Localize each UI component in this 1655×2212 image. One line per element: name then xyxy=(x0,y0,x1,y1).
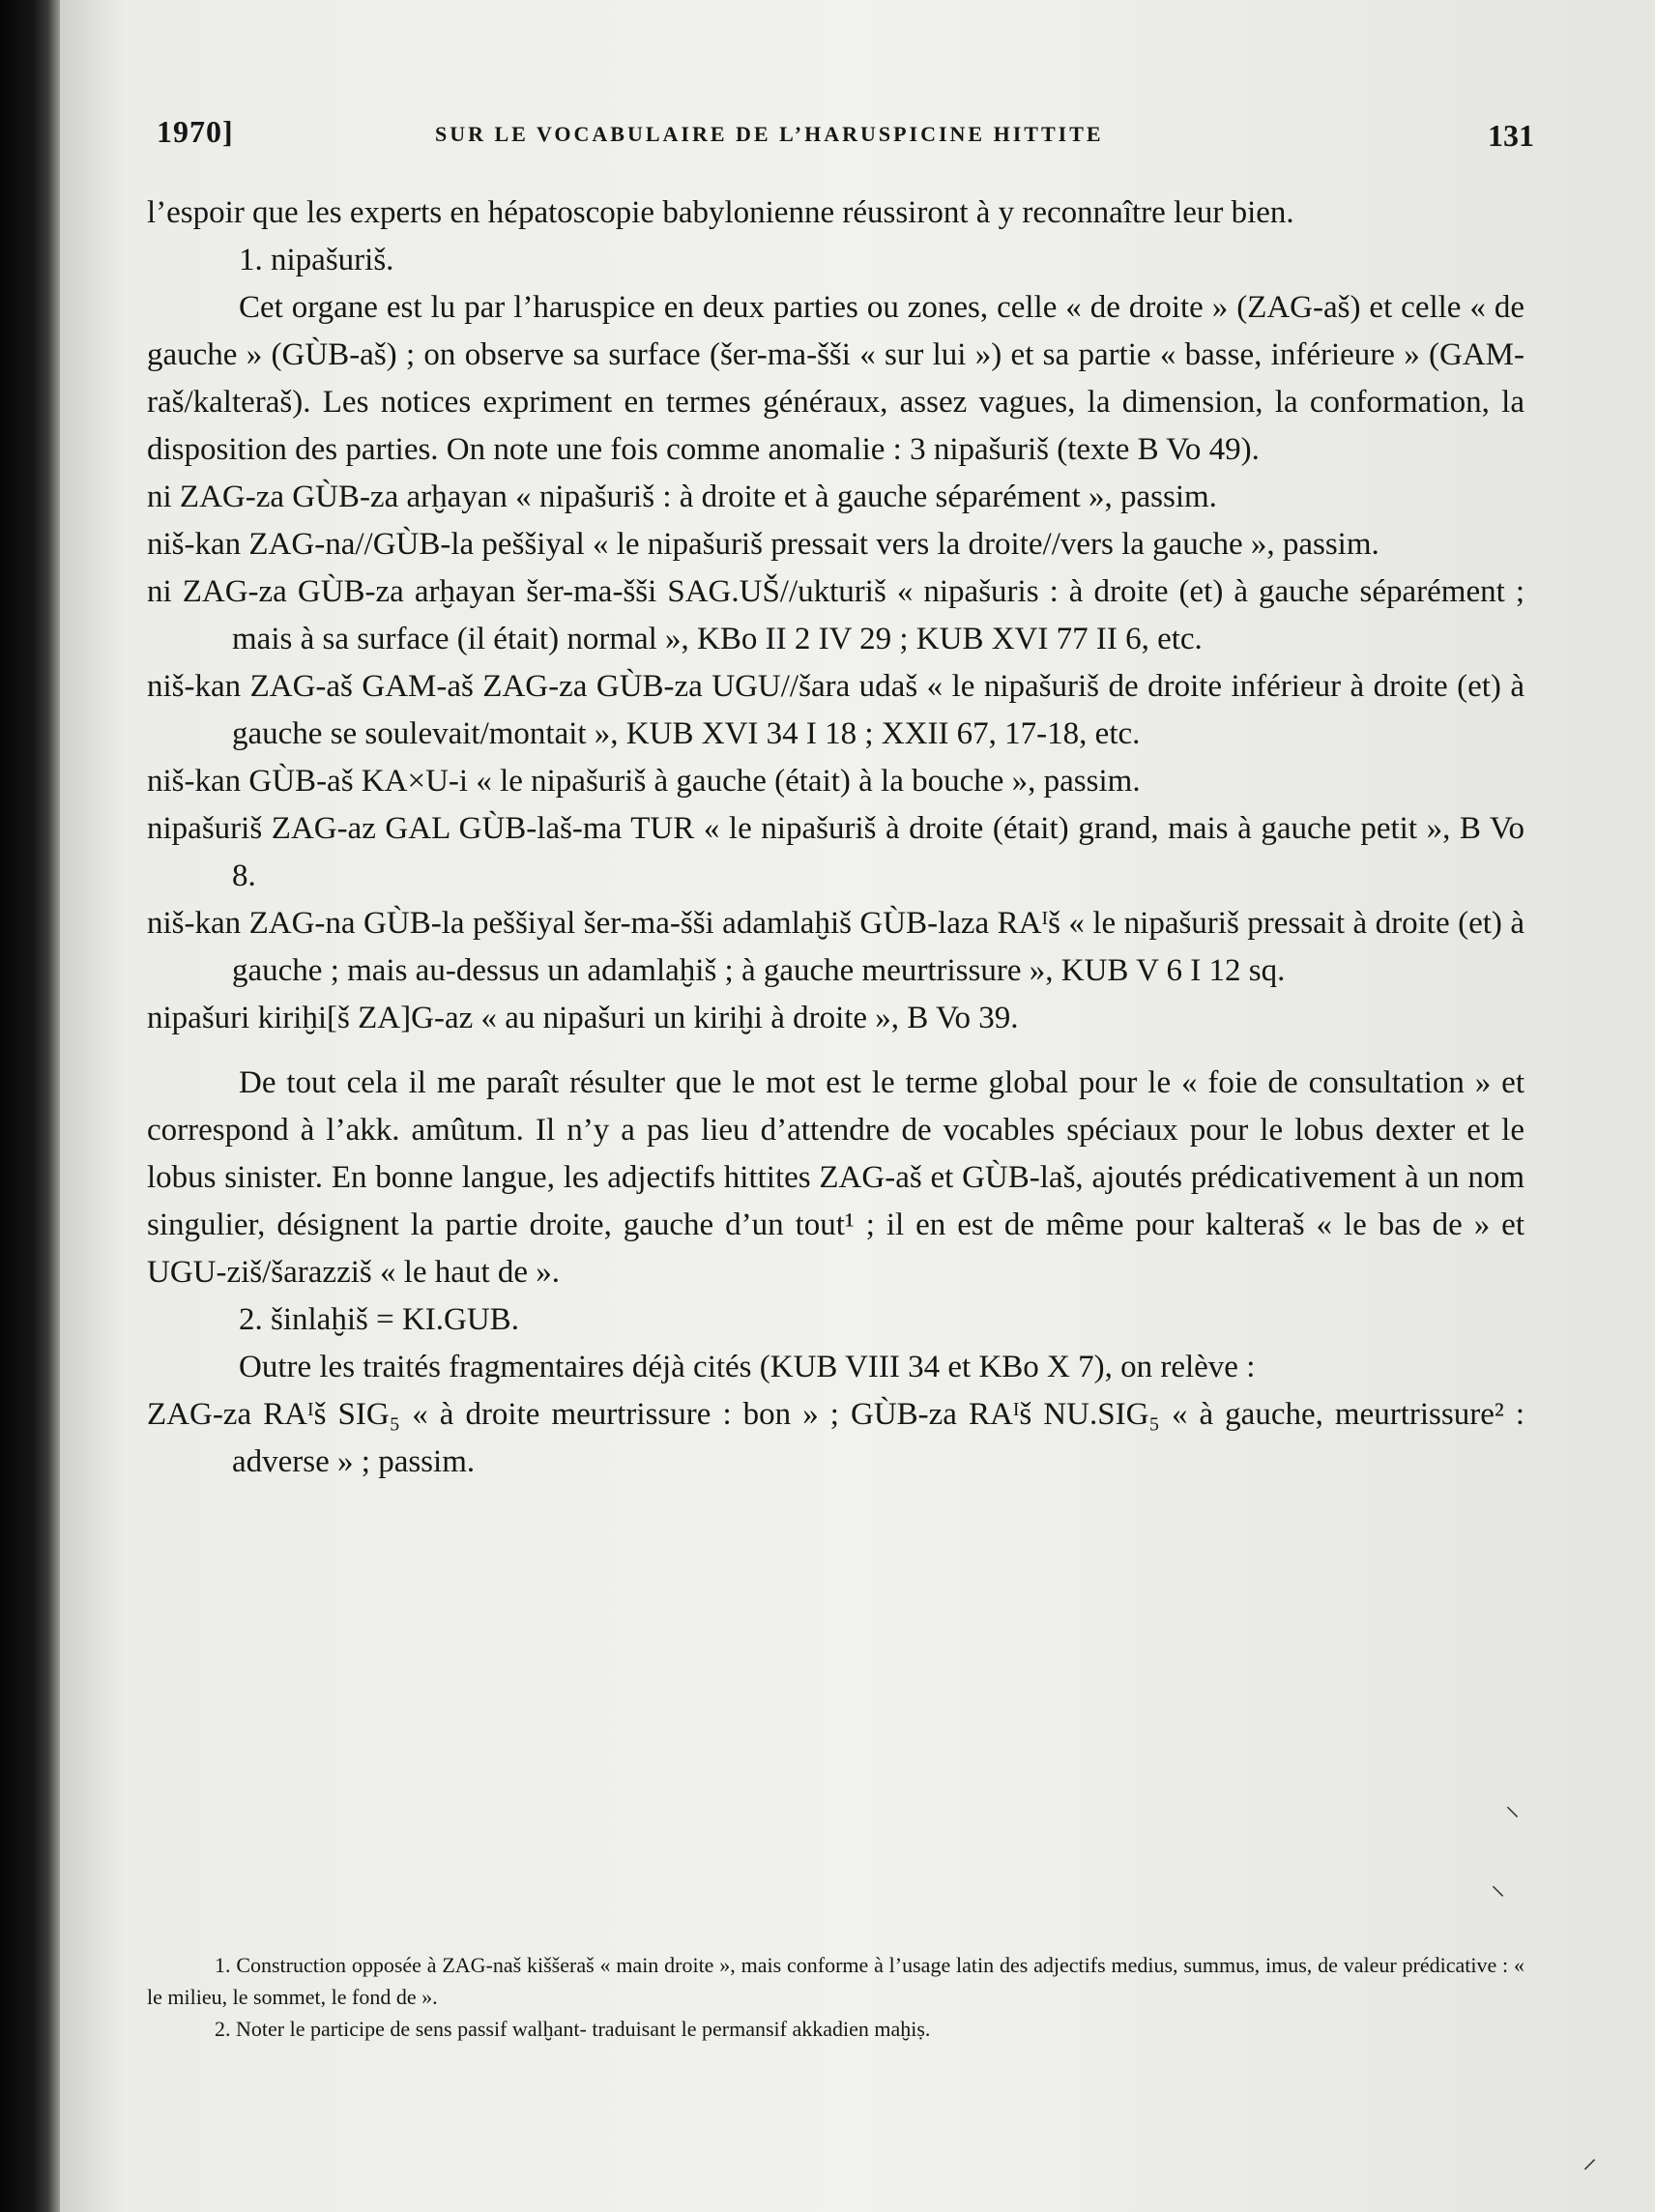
section-2-example: ZAG-za RAᴵš SIG₅ « à droite meurtrissure : bon » ; GÙB-za RAᴵš NU.SIG₅ « à gauche, meurtrissure² : adverse » ; passim. xyxy=(147,1397,1524,1479)
example-entry: nipašuri kiriḫi[š ZA]G-az « au nipašuri un kiriḫi à droite », B Vo 39. xyxy=(147,1001,1019,1035)
example-entry: niš-kan ZAG-na GÙB-la peššiyal šer-ma-šši adamlaḫiš GÙB-laza RAᴵš « le nipašuriš pressait à droite (et) à gauche ; mais au-dessus un adamlaḫiš ; à gauche meurtrissure », KUB V 6 I 12 sq. xyxy=(147,906,1524,988)
example-list xyxy=(147,474,1524,1042)
footnotes xyxy=(147,1949,1524,2045)
footnote-1: 1. Construction opposée à ZAG-naš kiššeraš « main droite », mais conforme à l’usage latin des adjectifs medius, summus, imus, de valeur prédicative : « le milieu, le sommet, le fond de ». xyxy=(147,1953,1524,2009)
example-entry: niš-kan ZAG-na//GÙB-la peššiyal « le nipašuriš pressait vers la droite//vers la gauche », passim. xyxy=(147,527,1379,562)
section-2-paragraph: Outre les traités fragmentaires déjà cités (KUB VIII 34 et KBo X 7), on relève : xyxy=(239,1350,1256,1384)
section-1-paragraph: Cet organe est lu par l’haruspice en deux parties ou zones, celle « de droite » (ZAG-aš) et celle « de gauche » (GÙB-aš) ; on observe sa surface (šer-ma-šši « sur lui ») et sa partie « basse, inférieure » (GAM-raš/kalteraš). Les notices expriment en termes généraux, assez vagues, la dimension, la conformation, la disposition des parties. On note une fois comme anomalie : 3 nipašuriš (texte B Vo 49). xyxy=(147,290,1524,467)
footnote-2: 2. Noter le participe de sens passif walḫant- traduisant le permansif akkadien maḫiṣ. xyxy=(215,2017,931,2041)
page-number: 131 xyxy=(1488,118,1534,153)
running-head-title: SUR LE VOCABULAIRE DE L’HARUSPICINE HITTITE xyxy=(435,122,1104,146)
example-entry: ni ZAG-za GÙB-za arḫayan « nipašuriš : à droite et à gauche séparément », passim. xyxy=(147,480,1217,514)
conclusion-paragraph: De tout cela il me paraît résulter que le mot est le terme global pour le « foie de consultation » et correspond à l’akk. amûtum. Il n’y a pas lieu d’attendre de vocables spéciaux pour le lobus dexter et le lobus sinister. En bonne langue, les adjectifs hittites ZAG-aš et GÙB-laš, ajoutés prédicativement à un nom singulier, désignent la partie droite, gauche d’un tout¹ ; il en est de même pour kalteraš « le bas de » et UGU-ziš/šarazziš « le haut de ». xyxy=(147,1065,1524,1290)
example-entry: ni ZAG-za GÙB-za arḫayan šer-ma-šši SAG.UŠ//ukturiš « nipašuris : à droite (et) à gauche séparément ; mais à sa surface (il était) normal », KBo II 2 IV 29 ; KUB XVI 77 II 6, etc. xyxy=(147,574,1524,656)
section-heading-2: 2. šinlaḫiš = KI.GUB. xyxy=(239,1302,519,1337)
book-spine-shadow xyxy=(0,0,60,2212)
running-head xyxy=(147,114,1534,157)
margin-mark: ⸌ xyxy=(1491,1881,1505,1913)
example-entry: nipašuriš ZAG-az GAL GÙB-laš-ma TUR « le nipašuriš à droite (était) grand, mais à gauche petit », B Vo 8. xyxy=(147,811,1524,893)
section-heading-1: 1. nipašuriš. xyxy=(239,243,394,277)
intro-paragraph: l’espoir que les experts en hépatoscopie babylonienne réussiront à y reconnaître leur bien. xyxy=(147,195,1294,230)
margin-mark: ⸌ xyxy=(1505,1802,1520,1834)
main-text xyxy=(147,189,1524,1486)
example-entry: niš-kan ZAG-aš GAM-aš ZAG-za GÙB-za UGU//šara udaš « le nipašuriš de droite inférieur à droite (et) à gauche se soulevait/montait », KUB XVI 34 I 18 ; XXII 67, 17-18, etc. xyxy=(147,669,1524,751)
running-head-year: 1970] xyxy=(157,114,234,149)
margin-mark: ⸝ xyxy=(1582,2142,1597,2174)
book-page xyxy=(60,0,1655,2212)
example-entry: niš-kan GÙB-aš KA×U-i « le nipašuriš à gauche (était) à la bouche », passim. xyxy=(147,764,1141,799)
